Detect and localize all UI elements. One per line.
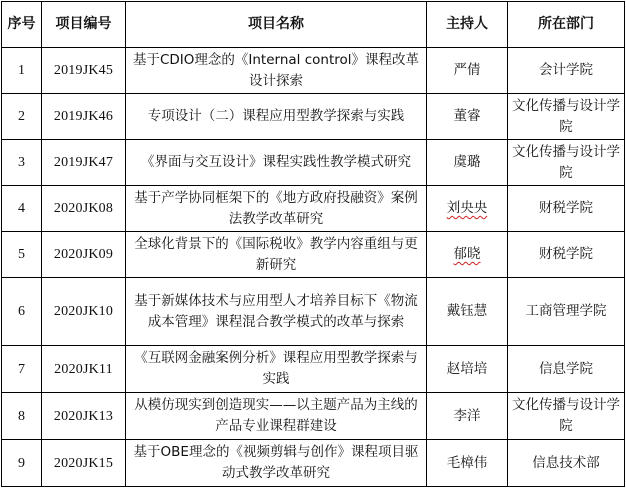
cell-code: 2020JK08 (42, 186, 126, 232)
cell-code: 2020JK13 (42, 393, 126, 440)
cell-dept: 财税学院 (508, 232, 625, 278)
table-row (2, 94, 625, 140)
cell-index: 5 (2, 232, 42, 278)
cell-dept: 文化传播与设计学院 (508, 393, 625, 440)
header-code: 项目编号 (42, 2, 126, 48)
cell-name: 全球化背景下的《国际税收》教学内容重组与更新研究 (126, 232, 427, 278)
cell-index: 1 (2, 48, 42, 94)
cell-name: 《互联网金融案例分析》课程应用型教学探索与实践 (126, 346, 427, 393)
table-row (2, 440, 625, 487)
cell-index: 7 (2, 346, 42, 393)
cell-name: 基于产学协同框架下的《地方政府投融资》案例法教学改革研究 (126, 186, 427, 232)
cell-code: 2020JK09 (42, 232, 126, 278)
table-row (2, 393, 625, 440)
header-name: 项目名称 (126, 2, 427, 48)
cell-index: 2 (2, 94, 42, 140)
host-name-text: 刘央央 (446, 200, 488, 216)
cell-dept: 工商管理学院 (508, 278, 625, 346)
cell-host (427, 186, 508, 232)
cell-name: 基于CDIO理念的《Internal control》课程改革设计探索 (126, 48, 427, 94)
cell-host: 李洋 (427, 393, 508, 440)
cell-dept: 信息技术部 (508, 440, 625, 487)
header-index: 序号 (2, 2, 42, 48)
cell-index: 8 (2, 393, 42, 440)
cell-index: 4 (2, 186, 42, 232)
cell-host (427, 232, 508, 278)
cell-name: 专项设计（二）课程应用型教学探索与实践 (126, 94, 427, 140)
cell-index: 3 (2, 140, 42, 186)
table-row (2, 48, 625, 94)
table-row (2, 346, 625, 393)
cell-dept: 文化传播与设计学院 (508, 94, 625, 140)
host-name-text: 郁晓 (453, 246, 481, 262)
cell-host: 赵培培 (427, 346, 508, 393)
cell-code: 2019JK47 (42, 140, 126, 186)
header-row (2, 2, 625, 48)
cell-code: 2020JK15 (42, 440, 126, 487)
project-table (1, 1, 625, 487)
cell-dept: 信息学院 (508, 346, 625, 393)
cell-host: 虞璐 (427, 140, 508, 186)
table-row (2, 278, 625, 346)
header-host: 主持人 (427, 2, 508, 48)
cell-code: 2020JK11 (42, 346, 126, 393)
cell-name: 基于新媒体技术与应用型人才培养目标下《物流成本管理》课程混合教学模式的改革与探索 (126, 278, 427, 346)
cell-index: 9 (2, 440, 42, 487)
cell-name: 《界面与交互设计》课程实践性教学模式研究 (126, 140, 427, 186)
cell-name: 基于OBE理念的《视频剪辑与创作》课程项目驱动式教学改革研究 (126, 440, 427, 487)
cell-code: 2019JK45 (42, 48, 126, 94)
cell-code: 2020JK10 (42, 278, 126, 346)
cell-dept: 财税学院 (508, 186, 625, 232)
cell-name: 从模仿现实到创造现实——以主题产品为主线的产品专业课程群建设 (126, 393, 427, 440)
table-row (2, 140, 625, 186)
cell-host: 严倩 (427, 48, 508, 94)
cell-host: 董睿 (427, 94, 508, 140)
cell-host: 毛樟伟 (427, 440, 508, 487)
header-dept: 所在部门 (508, 2, 625, 48)
cell-host: 戴钰慧 (427, 278, 508, 346)
cell-dept: 会计学院 (508, 48, 625, 94)
table-row (2, 232, 625, 278)
cell-dept: 文化传播与设计学院 (508, 140, 625, 186)
cell-index: 6 (2, 278, 42, 346)
table-row (2, 186, 625, 232)
cell-code: 2019JK46 (42, 94, 126, 140)
